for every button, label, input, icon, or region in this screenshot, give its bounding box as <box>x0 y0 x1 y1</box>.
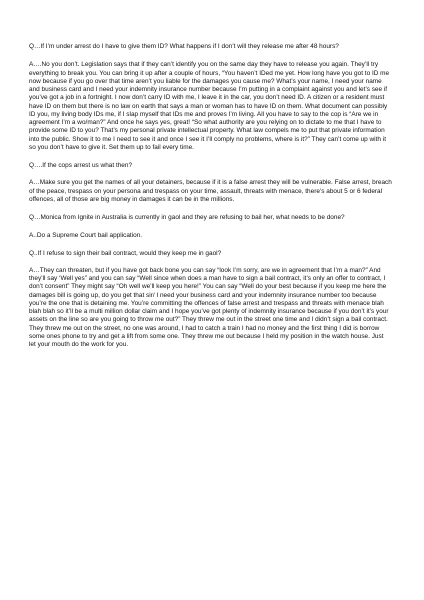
question-cops-arrest: Q….If the cops arrest us what then? <box>29 162 133 169</box>
question-id-under-arrest: Q…If I’m under arrest do I have to give them ID? What happens if I don’t will they release me after 48 hours? <box>29 43 339 50</box>
answer-cops-arrest: A…Make sure you get the names of all your detainers, because if it is a false arrest they will be vulnerable. False arrest, breach of the peace, trespass on your persona and trespass on your time, assault, threats with menace, there’s about 5 or 6 federal offences, all of those are big money in damages it can be in the millions. <box>29 179 392 203</box>
question-monica-gaol: Q…Monica from Ignite in Australia is currently in gaol and they are refusing to bail her, what needs to be done? <box>29 214 345 221</box>
answer-monica-gaol: A..Do a Supreme Court bail application. <box>29 232 143 240</box>
answer-bail-contract: A…They can threaten, but if you have got back bone you can say “look I’m sorry, are we in agreement that I’m a man?” And they’ll say ‘Well yes” and you can say “Well since when does a man have to sign a bail contract, it’s only an offer to contract, I don’t consent” They might say “Oh well we’ll keep you here!” You can say “Well do your best because if you keep me here the damages bill is going up, do you get that sir/ I need your business card and your indemnity insurance number too because you’re the one that is detaining me. You’re committing the offences of false arrest and trespass and threats with menace blah blah blah so it’ll be a multi million dollar claim and I hope you’ve got plenty of indemnity insurance because if you don’t it’s your assets on the line so are you going to throw me out?” They threw me out in the street one time and I didn’t sign a bail contract. They threw me out on the street, no one was around, I had to catch a train I had no money and the first thing I did is borrow some ones phone to try and get a lift from some one. They threw me out because I held my position in the watch house. Just let your mouth do the work for you. <box>29 266 389 348</box>
answer-id-under-arrest: A….No you don’t. Legislation says that if they can’t identify you on the same day they have to release you again. They’ll try everything to break you. You can bring it up after a couple of hours, “You haven’t IDed me yet. How long have you got to ID me now because if you go over that time aren’t you liable for the damages you cause me? What’s your name, I need your name and business card and I need your indemnity insurance number because I’m putting in a complaint against you and let’s see if you’ve got a job in a fortnight. I now don’t carry ID with me, I leave it in the car, you don’t need ID. A citizen or a resident must have ID on them but there is no law on earth that says a man or woman has to have ID on them. What document can possibly ID you, my living body IDs me, if I slap myself that IDs me and proves I’m living. All you have to say to the cop is “Are we in agreement I’m a wo/man?” And once he says yes, great! “So what authority are you relying on to dictate to me that I have to provide some ID to you? That’s my personal private intellectual property. What law compels me to put that private information into the public. Show it to me I need to see it and once I see it I’ll comply no problems, where is it?” They can’t come up with it so you don’t have to give it. Set them up to fail every time. <box>29 61 390 151</box>
question-bail-contract: Q..If I refuse to sign their bail contract, would they keep me in gaol? <box>29 249 222 257</box>
